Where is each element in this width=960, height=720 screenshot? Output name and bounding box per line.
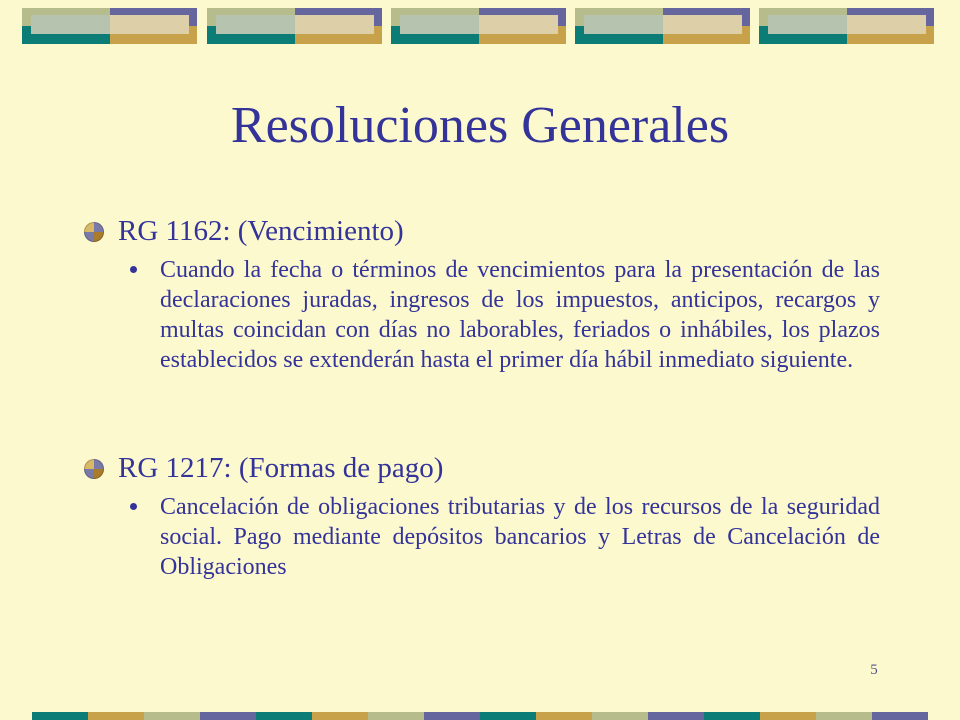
decorative-tile [759, 8, 934, 44]
decorative-tile [391, 8, 566, 44]
slide-title: Resoluciones Generales [230, 97, 730, 154]
item-description: Cuando la fecha o términos de vencimientos para la presentación de las declaraciones juradas, ingresos de los impuestos, anticipos, recargos y multas coincidan con días no laborables, feriados o inhábiles, los plazos establecidos se extenderán hasta el primer día hábil inmediato siguiente. [160, 257, 880, 373]
decorative-tile [575, 8, 750, 44]
top-decorative-band [22, 8, 942, 44]
bullet-icon [84, 459, 104, 479]
decorative-tile [207, 8, 382, 44]
page-number: 5 [870, 662, 878, 678]
sub-bullet-dot [130, 503, 137, 510]
bottom-decorative-band [32, 712, 928, 720]
bullet-icon [84, 222, 104, 242]
decorative-tile [22, 8, 197, 44]
sub-bullet-dot [130, 266, 137, 273]
item-heading: RG 1162: (Vencimiento) [118, 215, 404, 247]
item-description: Cancelación de obligaciones tributarias y de los recursos de la seguridad social. Pago mediante depósitos bancarios y Letras de Cancelación de Obligaciones [160, 494, 880, 580]
item-heading: RG 1217: (Formas de pago) [118, 452, 444, 484]
